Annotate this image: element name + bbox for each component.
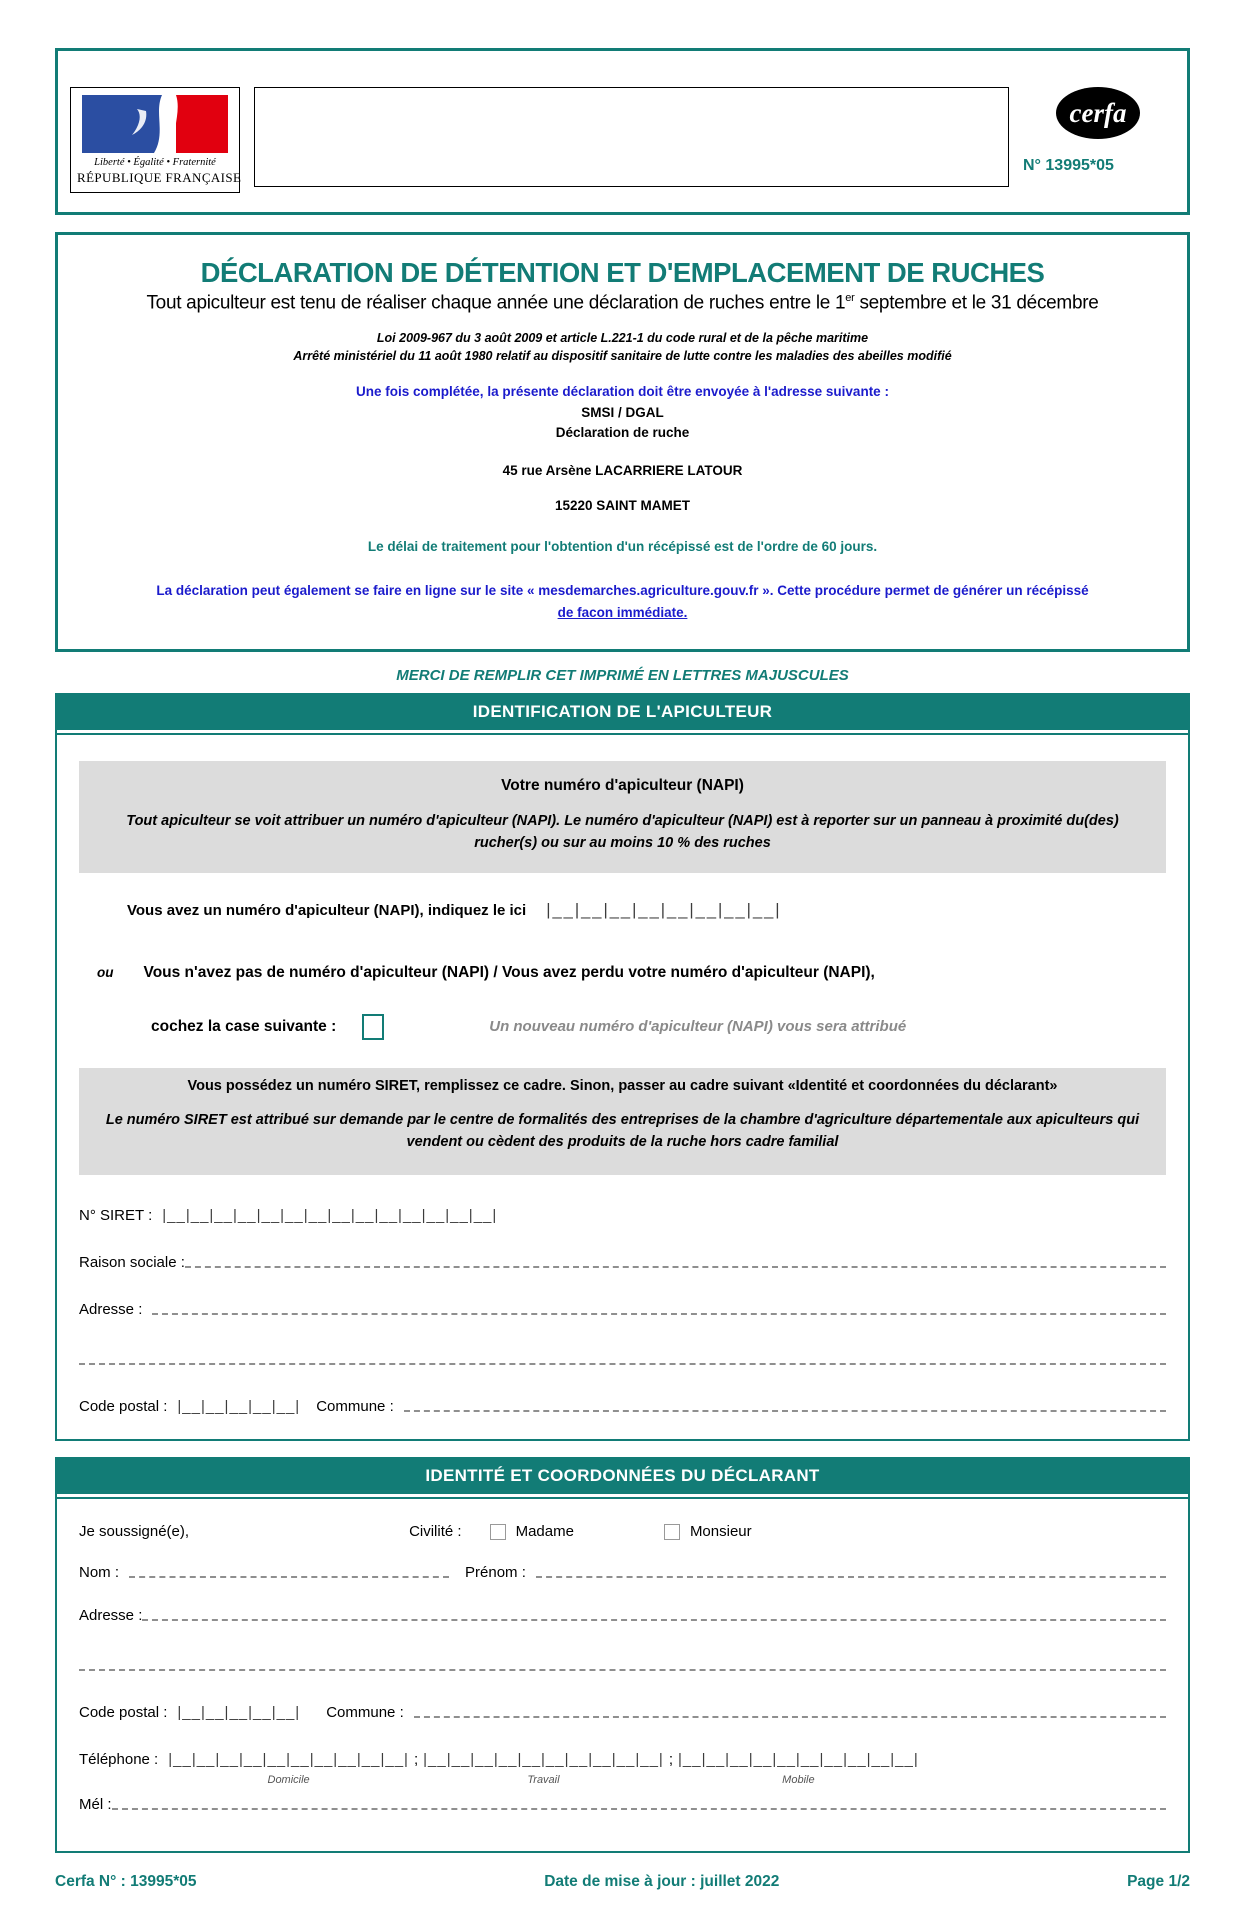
page-footer	[55, 1873, 1190, 1891]
code-postal-commune-row	[79, 1398, 1166, 1415]
empty-address-box	[254, 87, 1009, 187]
declarant-adresse-row-2	[79, 1672, 1166, 1674]
check-label: cochez la case suivante :	[151, 1017, 337, 1035]
cerfa-logo: cerfa	[1056, 87, 1140, 139]
adresse-row	[79, 1301, 1166, 1318]
footer-update-date: Date de mise à jour : juillet 2022	[544, 1873, 780, 1891]
raison-sociale-row	[79, 1254, 1166, 1271]
online-declaration-notice: La déclaration peut également se faire en ligne sur le site « mesdemarches.agriculture.gouv.fr ». Cette procédure permet de générer un récépissé de facon immédiate.	[156, 583, 1089, 620]
napi-lost-row	[79, 964, 1166, 982]
mel-field[interactable]	[112, 1808, 1166, 1810]
address-line-1: SMSI / DGAL	[581, 404, 664, 420]
je-soussigne-label: Je soussigné(e),	[79, 1523, 190, 1541]
monsieur-label: Monsieur	[689, 1523, 752, 1541]
telephone-domicile-label: Domicile	[267, 1774, 310, 1787]
address-line-3: 45 rue Arsène LACARRIERE LATOUR	[502, 463, 743, 479]
monsieur-checkbox[interactable]	[664, 1524, 680, 1540]
footer-cerfa-number: Cerfa N° : 13995*05	[55, 1873, 197, 1891]
civilite-row	[79, 1523, 1166, 1540]
french-flag-marianne-icon	[82, 95, 228, 153]
check-box-row	[79, 1014, 1166, 1040]
telephone-travail-label: Travail	[527, 1774, 560, 1787]
code-postal-label: Code postal :	[79, 1398, 168, 1416]
header-box	[55, 48, 1190, 215]
raison-sociale-label: Raison sociale :	[79, 1254, 185, 1272]
siret-cells[interactable]: |__|__|__|__|__|__|__|__|__|__|__|__|__|__|	[162, 1207, 498, 1225]
telephone-travail-group	[423, 1751, 664, 1786]
republique-text: RÉPUBLIQUE FRANÇAISE	[77, 170, 242, 185]
footer-page-number: Page 1/2	[1127, 1873, 1190, 1891]
napi-number-row	[127, 901, 1166, 920]
siret-box-text: Le numéro SIRET est attribué sur demande par le centre de formalités des entreprises de la chambre d'agriculture départementale aux apiculteurs qui vendent ou cèdent des produits de la ruche hors cadre familial	[105, 1111, 1140, 1150]
legal-references	[68, 329, 1177, 365]
siret-number-row	[79, 1207, 1166, 1224]
cerfa-number: N° 13995*05	[1023, 157, 1114, 174]
siret-info-box	[79, 1068, 1166, 1176]
mel-row	[79, 1796, 1166, 1813]
address-line-4: 15220 SAINT MAMET	[554, 498, 691, 514]
madame-checkbox[interactable]	[490, 1524, 506, 1540]
nom-prenom-row	[79, 1564, 1166, 1581]
title-box	[55, 232, 1190, 652]
form-subtitle: Tout apiculteur est tenu de réaliser chaque année une déclaration de ruches entre le 1er septembre et le 31 décembre	[146, 292, 1099, 314]
madame-label: Madame	[515, 1523, 574, 1541]
commune-field[interactable]	[404, 1410, 1166, 1412]
republique-francaise-logo	[70, 87, 240, 193]
telephone-mobile-label: Mobile	[782, 1774, 815, 1787]
adresse-label: Adresse :	[79, 1607, 143, 1625]
telephone-row	[79, 1751, 1166, 1786]
declarant-adresse-field[interactable]	[142, 1619, 1166, 1621]
napi-info-box	[79, 761, 1166, 873]
telephone-domicile-cells[interactable]: |__|__|__|__|__|__|__|__|__|__|	[168, 1751, 409, 1769]
motto-text: Liberté • Égalité • Fraternité	[94, 157, 216, 168]
adresse-field[interactable]	[152, 1313, 1166, 1315]
telephone-mobile-group	[678, 1751, 919, 1786]
nom-field[interactable]	[129, 1576, 449, 1578]
napi-box-title: Votre numéro d'apiculteur (NAPI)	[501, 777, 744, 795]
section-declarant-header: IDENTITÉ ET COORDONNÉES DU DÉCLARANT	[57, 1459, 1188, 1494]
adresse-row-2	[79, 1366, 1166, 1368]
declarant-commune-field[interactable]	[414, 1716, 1166, 1718]
nom-label: Nom :	[79, 1564, 120, 1582]
napi-have-label: Vous avez un numéro d'apiculteur (NAPI), indiquez le ici	[127, 901, 527, 919]
address-line-2: Déclaration de ruche	[555, 424, 690, 440]
law-line-2: Arrêté ministériel du 11 août 1980 relatif au dispositif sanitaire de lutte contre les maladies des abeilles modifié	[293, 349, 952, 364]
code-postal-cells[interactable]: |__|__|__|__|__|	[177, 1398, 301, 1416]
telephone-travail-cells[interactable]: |__|__|__|__|__|__|__|__|__|__|	[423, 1751, 664, 1769]
napi-lost-label: Vous n'avez pas de numéro d'apiculteur (NAPI) / Vous avez perdu votre numéro d'apiculteur (NAPI),	[143, 963, 875, 981]
mailing-address	[68, 403, 1177, 444]
siret-box-title: Vous possédez un numéro SIRET, remplissez ce cadre. Sinon, passer au cadre suivant «Identité et coordonnées du déclarant»	[187, 1077, 1058, 1094]
commune-label: Commune :	[326, 1704, 404, 1722]
adresse-label: Adresse :	[79, 1301, 143, 1319]
section-identite-declarant	[55, 1457, 1190, 1853]
no-napi-checkbox[interactable]	[362, 1014, 384, 1040]
napi-number-cells[interactable]: |__|__|__|__|__|__|__|__|	[546, 900, 782, 919]
cerfa-column	[1023, 87, 1173, 175]
declarant-adresse-field-2[interactable]	[79, 1669, 1166, 1671]
delay-notice: Le délai de traitement pour l'obtention d'un récépissé est de l'ordre de 60 jours.	[367, 539, 878, 555]
mel-label: Mél :	[79, 1796, 112, 1814]
telephone-label: Téléphone :	[79, 1751, 159, 1769]
telephone-separator: ;	[413, 1751, 419, 1769]
commune-label: Commune :	[316, 1398, 394, 1416]
new-napi-note: Un nouveau numéro d'apiculteur (NAPI) vous sera attribué	[489, 1018, 907, 1036]
send-notice: Une fois complétée, la présente déclaration doit être envoyée à l'adresse suivante :	[356, 383, 889, 399]
telephone-mobile-cells[interactable]: |__|__|__|__|__|__|__|__|__|__|	[678, 1751, 919, 1769]
telephone-domicile-group	[168, 1751, 409, 1786]
prenom-field[interactable]	[536, 1576, 1166, 1578]
declarant-cp-commune-row	[79, 1704, 1166, 1721]
siret-label: N° SIRET :	[79, 1207, 153, 1225]
declarant-code-postal-cells[interactable]: |__|__|__|__|__|	[177, 1704, 301, 1722]
uppercase-notice: MERCI DE REMPLIR CET IMPRIMÉ EN LETTRES MAJUSCULES	[396, 667, 849, 685]
law-line-1: Loi 2009-967 du 3 août 2009 et article L.221-1 du code rural et de la pêche maritime	[376, 331, 869, 346]
form-title: DÉCLARATION DE DÉTENTION ET D'EMPLACEMENT DE RUCHES	[200, 257, 1045, 288]
code-postal-label: Code postal :	[79, 1704, 168, 1722]
napi-box-text: Tout apiculteur se voit attribuer un numéro d'apiculteur (NAPI). Le numéro d'apiculteur (NAPI) est à reporter sur un panneau à proximité du(des) rucher(s) ou sur au moins 10 % des ruches	[126, 813, 1119, 852]
prenom-label: Prénom :	[465, 1564, 526, 1582]
or-label: ou	[97, 965, 114, 981]
telephone-separator: ;	[668, 1751, 674, 1769]
declarant-adresse-row	[79, 1607, 1166, 1624]
civilite-label: Civilité :	[409, 1523, 462, 1541]
adresse-field-2[interactable]	[79, 1363, 1166, 1365]
section-identification-header: IDENTIFICATION DE L'APICULTEUR	[57, 695, 1188, 730]
raison-sociale-field[interactable]	[185, 1266, 1166, 1268]
section-identification-apiculteur	[55, 693, 1190, 1441]
